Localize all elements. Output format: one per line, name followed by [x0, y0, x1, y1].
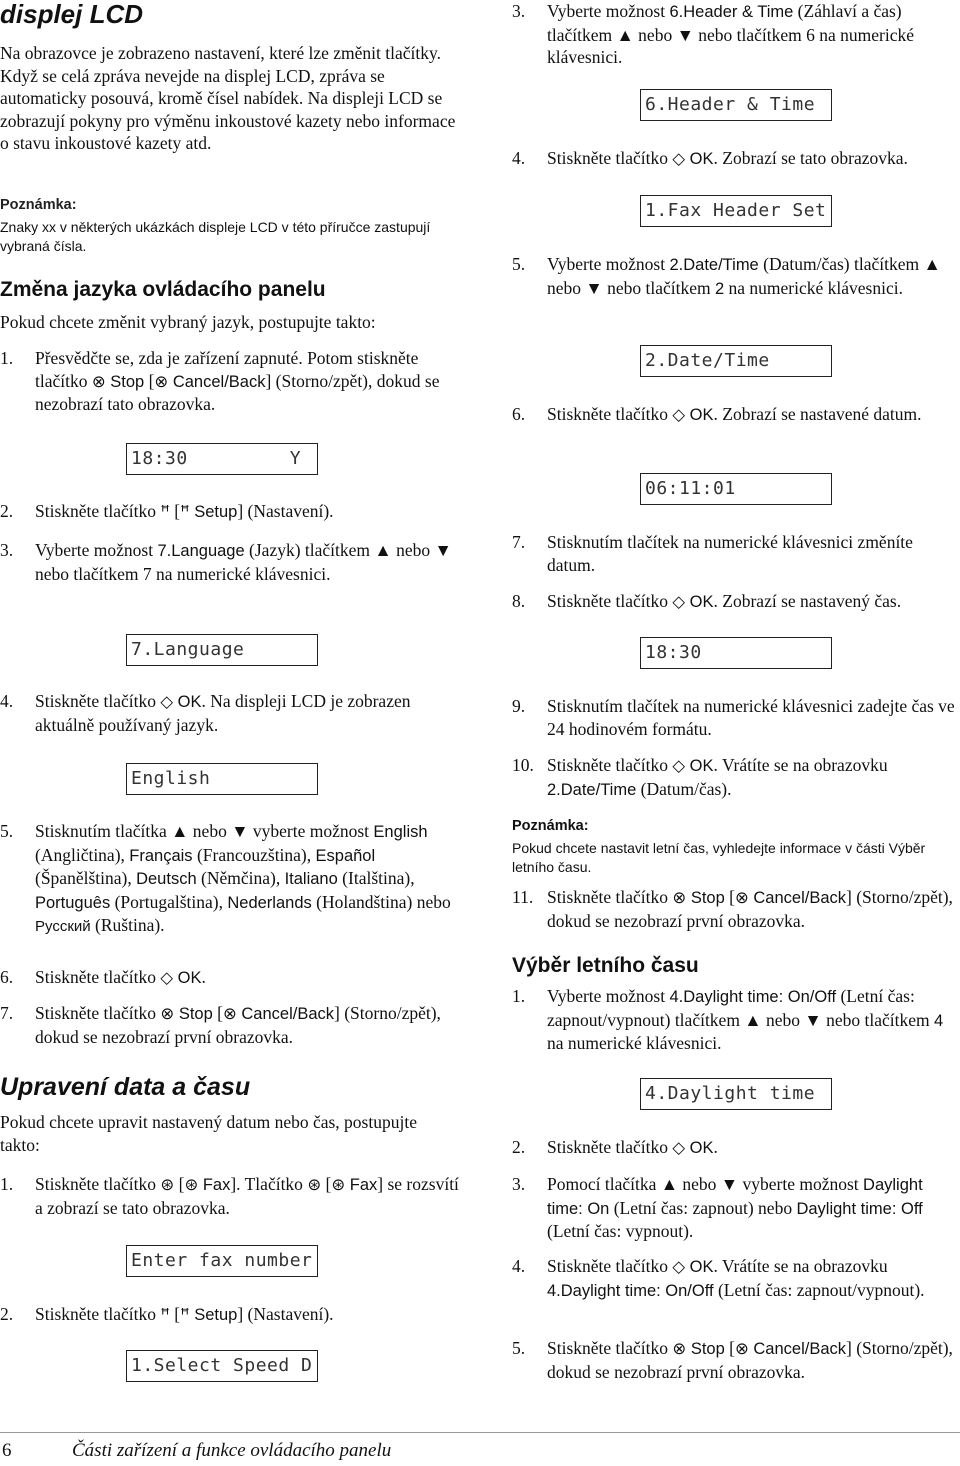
dst-step-3: 3. Pomocí tlačítka ▲ nebo ▼ vyberte možnost Daylight time: On (Letní čas: zapnout) nebo Daylight time: Off (Letní čas: vypnout). — [512, 1174, 923, 1241]
dst-step-2: 2. Stiskněte tlačítko ◇ OK. — [512, 1137, 718, 1157]
page-footer — [0, 1438, 960, 1466]
lcd-screen-header: 6.Header & Time — [640, 89, 832, 121]
lcd-screen-speed: 1.Select Speed D — [126, 1350, 318, 1382]
lang-step-1: 1. Přesvědčte se, zda je zařízení zapnuté. Potom stiskněte tlačítko ⊗ Stop [⊗ Cancel/Back] (Storno/zpět), dokud se nezobrazí tato obrazovka. — [0, 348, 440, 414]
note-label: Poznámka: — [512, 818, 589, 834]
dt-step-4: 4. Stiskněte tlačítko ◇ OK. Zobrazí se tato obrazovka. — [512, 148, 908, 168]
dst-step-1: 1. Vyberte možnost 4.Daylight time: On/Off (Letní čas: zapnout/vypnout) tlačítkem ▲ nebo ▼ nebo tlačítkem 4 na numerické klávesnici. — [512, 986, 944, 1053]
dt-step-6: 6. Stiskněte tlačítko ◇ OK. Zobrazí se nastavené datum. — [512, 404, 922, 424]
page-number: 6 — [2, 1440, 12, 1461]
lang-step-7: 7. Stiskněte tlačítko ⊗ Stop [⊗ Cancel/Back] (Storno/zpět), dokud se nezobrazí první obrazovka. — [0, 1003, 441, 1047]
heading-daylight: Výběr letního času — [512, 954, 699, 977]
footer-divider — [0, 1432, 960, 1433]
dt-step-2: 2. Stiskněte tlačítko ꟸ [ꟸ Setup] (Nastavení). — [0, 1304, 334, 1324]
note-box-dst — [512, 817, 960, 877]
dt-step-1: 1. Stiskněte tlačítko ⊛ [⊛ Fax]. Tlačítko ⊛ [⊛ Fax] se rozsvítí a zobrazí se tato obrazovka. — [0, 1174, 459, 1218]
note-text: Pokud chcete nastavit letní čas, vyhledejte informace v části Výběr letního času. — [512, 840, 926, 875]
lcd-screen-time: 18:30 Y — [126, 443, 318, 475]
note-box — [0, 196, 460, 256]
lcd-screen-fax: Enter fax number — [126, 1245, 318, 1277]
dt-step-5: 5. Vyberte možnost 2.Date/Time (Datum/čas) tlačítkem ▲ nebo ▼ nebo tlačítkem 2 na numerické klávesnici. — [512, 254, 941, 298]
dst-step-5: 5. Stiskněte tlačítko ⊗ Stop [⊗ Cancel/Back] (Storno/zpět), dokud se nezobrazí první obrazovka. — [512, 1338, 953, 1382]
lang-step-3: 3. Vyberte možnost 7.Language (Jazyk) tlačítkem ▲ nebo ▼ nebo tlačítkem 7 na numerické klávesnici. — [0, 540, 452, 584]
dt-step-10: 10. Stiskněte tlačítko ◇ OK. Vrátíte se na obrazovku 2.Date/Time (Datum/čas). — [512, 755, 888, 799]
lcd-screen-english: English — [126, 763, 318, 795]
section-title-lcd: displej LCD — [0, 0, 144, 29]
lcd-screen-date-time: 2.Date/Time — [640, 345, 832, 377]
dst-step-4: 4. Stiskněte tlačítko ◇ OK. Vrátíte se na obrazovku 4.Daylight time: On/Off (Letní čas: zapnout/vypnout). — [512, 1256, 925, 1300]
language-intro: Pokud chcete změnit vybraný jazyk, postupujte takto: — [0, 312, 376, 332]
lang-step-4: 4. Stiskněte tlačítko ◇ OK. Na displeji LCD je zobrazen aktuálně používaný jazyk. — [0, 691, 411, 735]
lcd-screen-fax-header: 1.Fax Header Set — [640, 195, 832, 227]
lcd-screen-time-2: 18:30 — [640, 637, 832, 669]
chapter-title: Části zařízení a funkce ovládacího panelu — [72, 1440, 392, 1461]
dt-step-7: 7. Stisknutím tlačítek na numerické klávesnici změníte datum. — [512, 532, 913, 575]
lang-step-6: 6. Stiskněte tlačítko ◇ OK. — [0, 967, 206, 987]
lcd-screen-daylight: 4.Daylight time — [640, 1078, 832, 1110]
lang-step-5: 5. Stisknutím tlačítka ▲ nebo ▼ vyberte možnost English (Angličtina), Français (Francouzština), Español (Španělština), Deutsch (Němčina), Italiano (Italština), Português (Portugalština), Nederlands (Holandština) nebo Русский (Ruština). — [0, 821, 451, 935]
ok-button-ref: ◇ OK — [160, 693, 202, 711]
intro-paragraph: Na obrazovce je zobrazeno nastavení, které lze změnit tlačítky. Když se celá zpráva nevejde na displej LCD, zpráva se automaticky posouvá, kromě čísel nabídek. Na displeji LCD se zobrazují pokyny pro výměnu inkoustové kazety nebo informace o stavu inkoustové kazety atd. — [0, 43, 456, 153]
note-text: Znaky xx v některých ukázkách displeje LCD v této příručce zastupují vybraná čísla. — [0, 219, 431, 254]
dt-step-9: 9. Stisknutím tlačítek na numerické klávesnici zadejte čas ve 24 hodinovém formátu. — [512, 696, 955, 739]
setup-icon: ꟸ — [160, 503, 170, 521]
lcd-screen-date: 06:11:01 — [640, 473, 832, 505]
heading-date-time: Upravení data a času — [0, 1073, 251, 1101]
heading-language: Změna jazyka ovládacího panelu — [0, 278, 326, 301]
lang-step-2: 2. Stiskněte tlačítko ꟸ [ꟸ Setup] (Nastavení). — [0, 501, 334, 521]
fax-icon: ⊛ — [160, 1176, 175, 1194]
date-time-intro: Pokud chcete upravit nastavený datum nebo čas, postupujte takto: — [0, 1112, 417, 1155]
dt-step-11: 11. Stiskněte tlačítko ⊗ Stop [⊗ Cancel/Back] (Storno/zpět), dokud se nezobrazí první obrazovka. — [512, 887, 953, 931]
dt-step-8: 8. Stiskněte tlačítko ◇ OK. Zobrazí se nastavený čas. — [512, 591, 902, 611]
lcd-screen-language: 7.Language — [126, 634, 318, 666]
dt-step-3: 3. Vyberte možnost 6.Header & Time (Záhlaví a čas) tlačítkem ▲ nebo ▼ nebo tlačítkem 6 na numerické klávesnici. — [512, 1, 915, 67]
note-label: Poznámka: — [0, 197, 77, 213]
stop-button-ref: ⊗ Stop — [91, 372, 145, 391]
